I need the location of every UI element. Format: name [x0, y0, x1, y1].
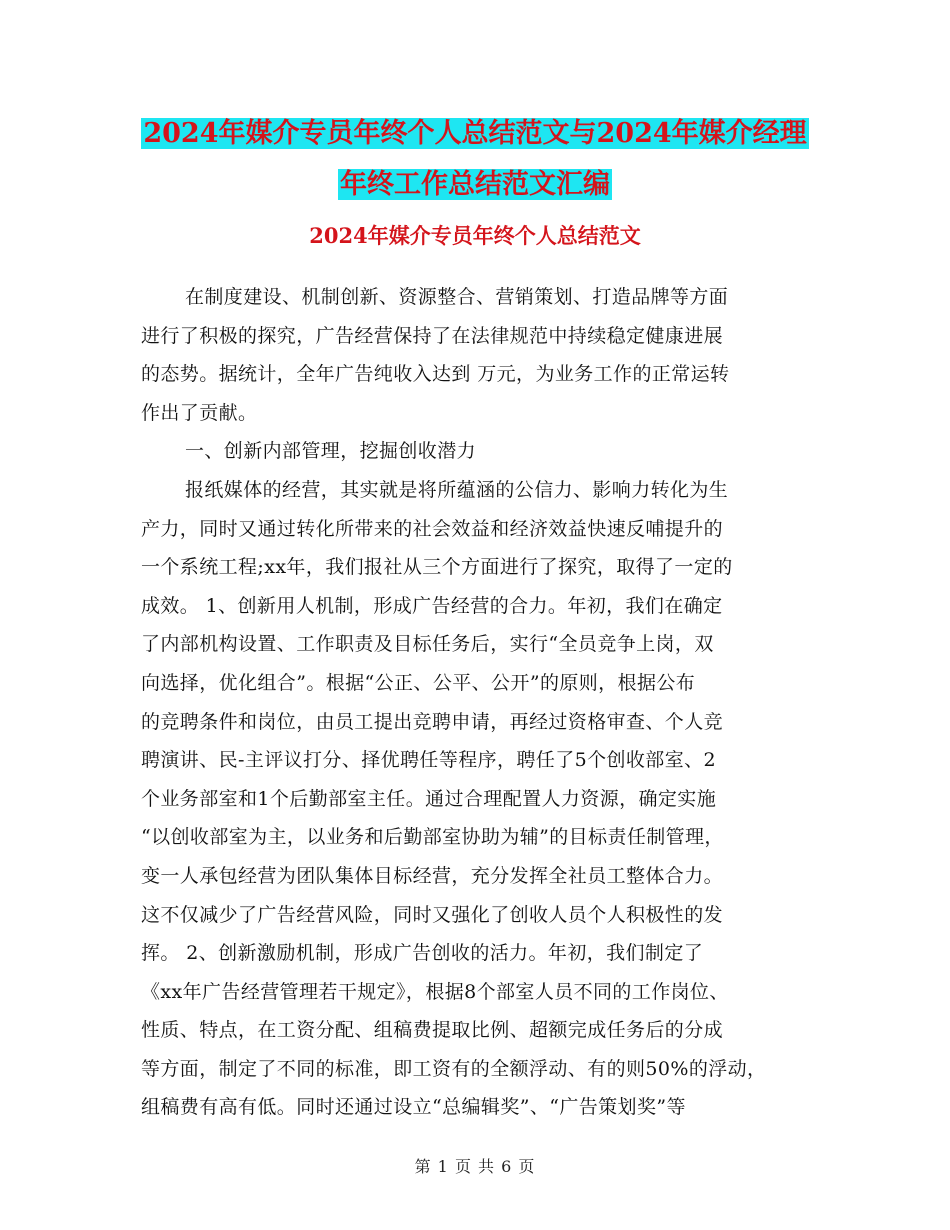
section-title: 2024年媒介专员年终个人总结范文 — [309, 223, 641, 248]
body-line: 等方面，制定了不同的标准，即工资有的全额浮动、有的则50%的浮动， — [141, 1057, 767, 1080]
page-number-footer: 第 1 页 共 6 页 — [414, 1157, 536, 1176]
body-line: 变一人承包经营为团队集体目标经营，充分发挥全社员工整体合力。 — [141, 864, 724, 887]
title-line-2: 年终工作总结范文汇编 — [340, 169, 610, 200]
body-line: 报纸媒体的经营，其实就是将所蕴涵的公信力、影响力转化为生 — [185, 478, 729, 501]
body-line: 产力，同时又通过转化所带来的社会效益和经济效益快速反哺提升的 — [141, 517, 724, 540]
body-line: 的态势。据统计，全年广告纯收入达到 万元，为业务工作的正常运转 — [141, 363, 730, 386]
title-line-1: 2024年媒介专员年终个人总结范文与2024年媒介经理 — [143, 118, 807, 149]
body-line: 的竞聘条件和岗位，由员工提出竞聘申请，再经过资格审查、个人竞 — [141, 710, 724, 733]
body-line: 个业务部室和1个后勤部室主任。通过合理配置人力资源，确定实施 — [141, 787, 717, 810]
body-line: 在制度建设、机制创新、资源整合、营销策划、打造品牌等方面 — [185, 286, 729, 308]
body-line: 组稿费有高有低。同时还通过设立“总编辑奖”、“广告策划奖”等 — [141, 1096, 686, 1119]
body-line: 这不仅减少了广告经营风险，同时又强化了创收人员个人积极性的发 — [141, 903, 724, 926]
body-line: 向选择，优化组合”。根据“公正、公平、公开”的原则，根据公布 — [141, 671, 696, 694]
body-line: 成效。 1、创新用人机制，形成广告经营的合力。年初，我们在确定 — [141, 594, 723, 617]
document-title — [0, 108, 950, 210]
body-line: 一个系统工程;xx年，我们报社从三个方面进行了探究，取得了一定的 — [141, 556, 733, 579]
body-line: 挥。 2、创新激励机制，形成广告创收的活力。年初，我们制定了 — [141, 942, 704, 965]
body-line: 性质、特点，在工资分配、组稿费提取比例、超额完成任务后的分成 — [141, 1019, 724, 1042]
body-line: 聘演讲、民-主评议打分、择优聘任等程序，聘任了5个创收部室、2 — [141, 749, 716, 772]
body-line: 了内部机构设置、工作职责及目标任务后，实行“全员竞争上岗，双 — [141, 633, 714, 656]
body-text — [141, 278, 821, 1127]
body-heading: 一、创新内部管理，挖掘创收潜力 — [185, 440, 477, 463]
body-line: “以创收部室为主，以业务和后勤部室协助为辅”的目标责任制管理， — [141, 826, 724, 849]
body-line: 进行了积极的探究，广告经营保持了在法律规范中持续稳定健康进展 — [141, 324, 724, 347]
body-line: 作出了贡献。 — [141, 401, 258, 424]
body-line: 《xx年广告经营管理若干规定》，根据8个部室人员不同的工作岗位、 — [141, 980, 729, 1003]
